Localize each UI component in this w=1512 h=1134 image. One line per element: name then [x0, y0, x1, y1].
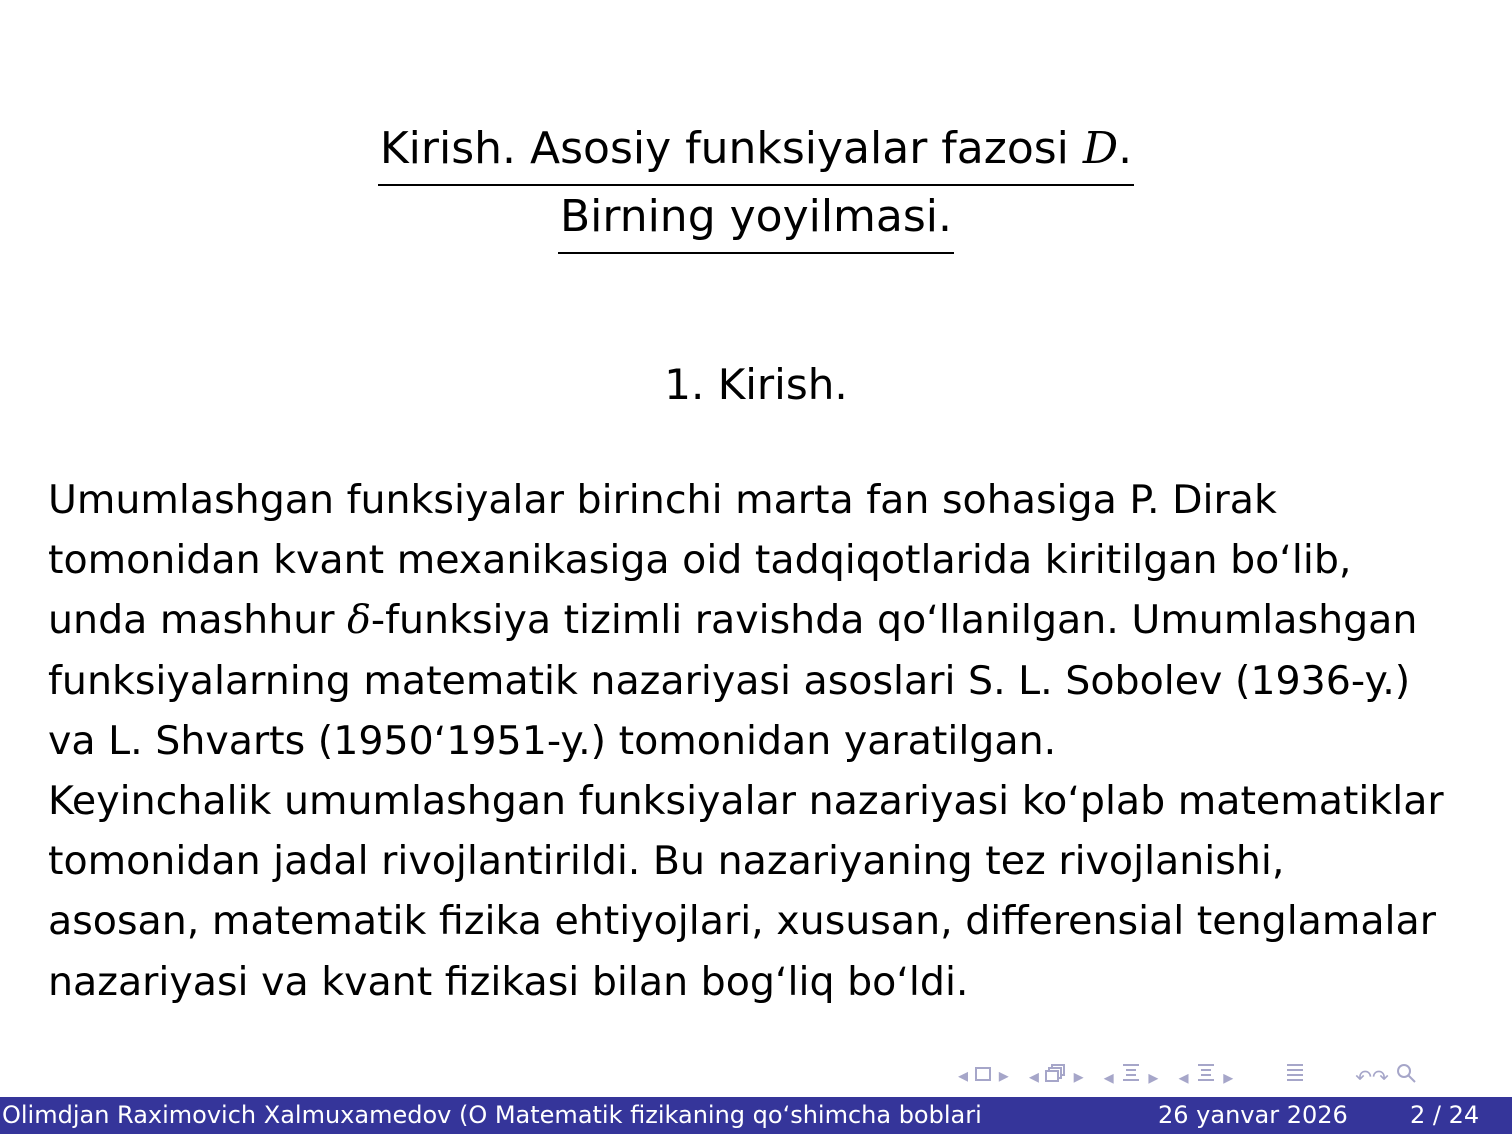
body-line-5: va L. Shvarts (1950‘1951-y.) tomonidan yaratilgan. — [48, 717, 1057, 764]
arrow-right-icon[interactable]: ▸ — [1223, 1064, 1234, 1089]
nav-frame-group — [958, 1063, 1009, 1087]
slide-title — [0, 118, 1512, 254]
body-line-1: Umumlashgan funksiyalar birinchi marta fan sohasiga P. Dirak — [48, 477, 1277, 523]
footer-date: 26 yanvar 2026 — [1158, 1101, 1348, 1129]
arrow-left-icon[interactable]: ◂ — [1028, 1063, 1039, 1088]
arrow-left-icon[interactable]: ◂ — [958, 1063, 969, 1087]
body-line-3 — [48, 590, 1478, 650]
title-text: Kirish. Asosiy funksiyalar fazosi — [379, 123, 1083, 174]
body-line-7: tomonidan jadal rivojlantirildi. Bu nazariyaning tez rivojlanishi, — [48, 838, 1285, 885]
search-icon[interactable] — [1395, 1062, 1417, 1089]
section-icon[interactable] — [1120, 1062, 1142, 1089]
body-line-6: Keyinchalik umumlashgan funksiyalar nazariyasi ko‘plab matematiklar — [48, 778, 1444, 825]
body-line-4: funksiyalarning matematik nazariyasi asoslari S. L. Sobolev (1936-y.) — [48, 657, 1411, 704]
nav-document-group — [1178, 1062, 1233, 1089]
frame-icon[interactable] — [974, 1063, 992, 1087]
delta-symbol: δ — [347, 597, 371, 644]
arrow-right-icon[interactable]: ▸ — [998, 1063, 1009, 1087]
title-math-symbol: D — [1082, 123, 1119, 174]
slide-title-line-2: Birning yoyilmasi. — [558, 186, 954, 254]
body-line-9: nazariyasi va kvant fizikasi bilan bog‘liq bo‘ldi. — [48, 958, 969, 1005]
arrow-right-icon[interactable]: ▸ — [1073, 1063, 1084, 1088]
body-line-8: asosan, matematik fizika ehtiyojlari, xususan, differensial tenglamalar — [48, 898, 1436, 945]
beamer-navigation-bar — [958, 1060, 1506, 1090]
body-line-2: tomonidan kvant mexanikasiga oid tadqiqotlarida kiritilgan bo‘lib, — [48, 537, 1352, 584]
body-line-3-prefix: unda mashhur — [48, 597, 348, 644]
nav-toc-group — [1285, 1062, 1305, 1089]
arrow-left-icon[interactable]: ◂ — [1103, 1064, 1114, 1089]
arrow-left-icon[interactable]: ◂ — [1178, 1064, 1189, 1089]
subsection-icon[interactable] — [1045, 1063, 1067, 1088]
toc-icon[interactable] — [1285, 1062, 1305, 1089]
footer-page-number: 2 / 24 — [1410, 1101, 1480, 1129]
body-text — [48, 470, 1478, 1012]
body-line-3-rest: -funksiya tizimli ravishda qo‘llanilgan. Umumlashgan — [370, 597, 1418, 644]
nav-search-group — [1355, 1062, 1417, 1089]
footer-author: Olimdjan Raximovich Xalmuxamedov (O Matematik fizikaning qo‘shimcha boblari — [2, 1101, 982, 1129]
arrow-right-icon[interactable]: ▸ — [1148, 1064, 1159, 1089]
slide-title-line-1 — [378, 118, 1134, 186]
undo-icon[interactable]: ↶↷ — [1355, 1064, 1389, 1089]
title-period: . — [1118, 123, 1133, 174]
doc-icon[interactable] — [1195, 1062, 1217, 1089]
section-heading: 1. Kirish. — [664, 360, 848, 409]
nav-section-group — [1104, 1062, 1159, 1089]
footer-bar — [0, 1097, 1512, 1134]
nav-subsection-group — [1029, 1063, 1084, 1088]
